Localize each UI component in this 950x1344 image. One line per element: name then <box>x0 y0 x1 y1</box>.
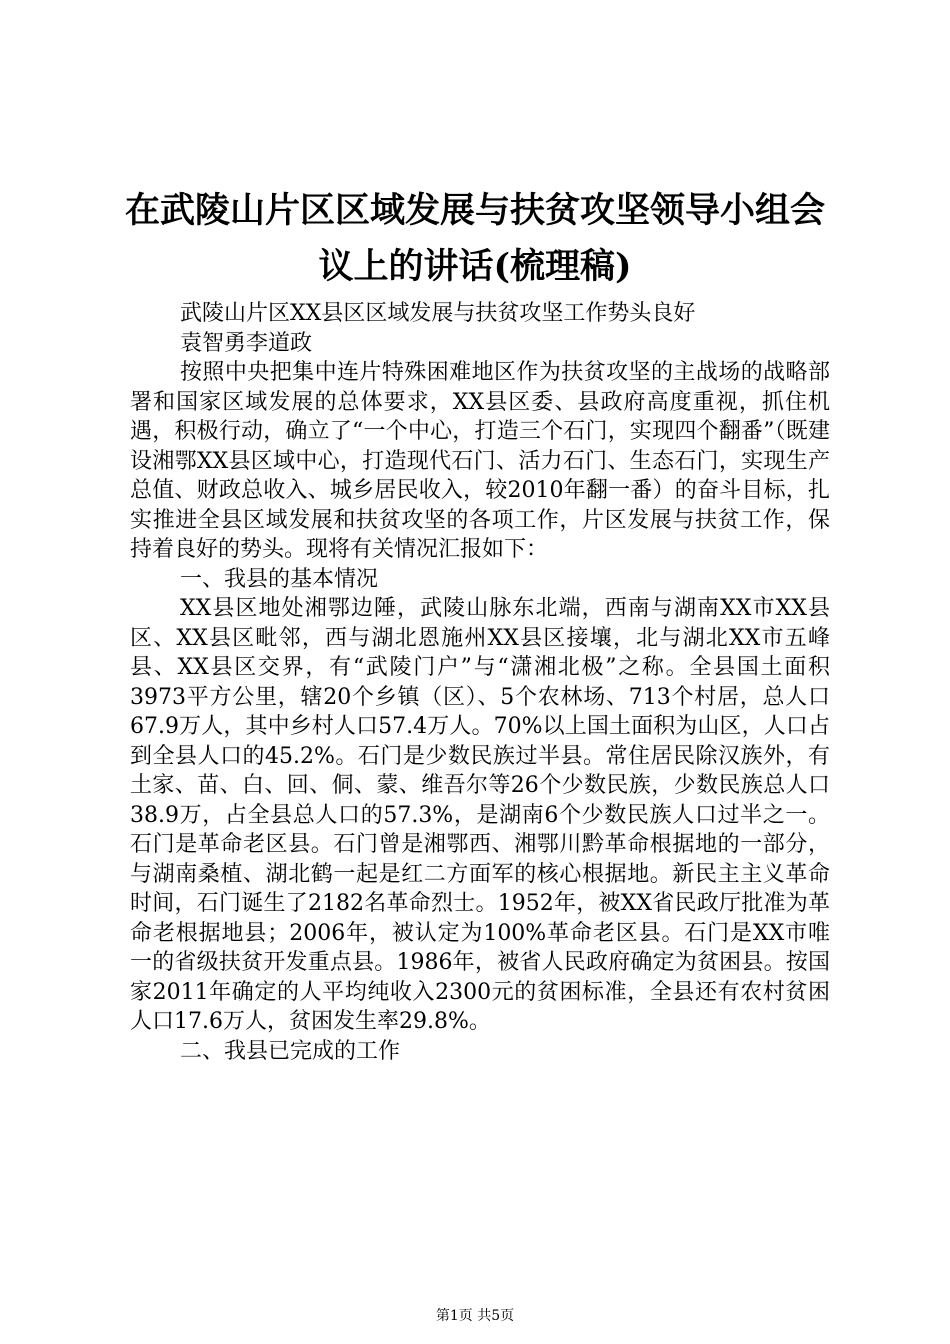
authors: 袁智勇李道政 <box>180 330 313 356</box>
section-heading-basic-situation: 一、我县的基本情况 <box>180 566 379 592</box>
title-line-2: 议上的讲话(梳理稿) <box>318 246 632 287</box>
paragraph-basic-situation: XX县区地处湘鄂边陲，武陵山脉东北端，西南与湖南XX市XX县区、XX县区毗邻，西与湖北恩施州XX县区接壤，北与湖北XX市五峰县、XX县区交界，有“武陵门户”与“潇湘北极”之称。全县国土面积3973平方公里，辖20个乡镇（区）、5个农林场、713个村居，总人口67.9万人，其中乡村人口57.4万人。70%以上国土面积为山区，人口占到全县人口的45.2%。石门是少数民族过半县。常住居民除汉族外，有土家、苗、白、回、侗、蒙、维吾尔等26个少数民族，少数民族总人口38.9万，占全县总人口的57.3%，是湖南6个少数民族人口过半之一。石门是革命老区县。石门曾是湘鄂西、湘鄂川黔革命根据地的一部分，与湖南桑植、湖北鹤一起是红二方面军的核心根据地。新民主主义革命时间，石门诞生了2182名革命烈士。1952年，被XX省民政厅批准为革命老根据地县；2006年，被认定为100%革命老区县。石门是XX市唯一的省级扶贫开发重点县。1986年，被省人民政府确定为贫困县。按国家2011年确定的人平均纯收入2300元的贫困标准，全县还有农村贫困人口17.6万人，贫困发生率29.8%。 <box>130 596 830 1034</box>
page-footer: 第1页 共5页 <box>435 1308 515 1324</box>
document-title <box>100 183 850 295</box>
document-body <box>130 299 830 1066</box>
paragraph-intro: 按照中央把集中连片特殊困难地区作为扶贫攻坚的主战场的战略部署和国家区域发展的总体要求，XX县区委、县政府高度重视，抓住机遇，积极行动，确立了“一个中心，打造三个石门，实现四个翻番”（既建设湘鄂XX县区域中心，打造现代石门、活力石门、生态石门，实现生产总值、财政总收入、城乡居民收入，较2010年翻一番）的奋斗目标，扎实推进全县区域发展和扶贫攻坚的各项工作，片区发展与扶贫工作，保持着良好的势头。现将有关情况汇报如下： <box>130 360 830 562</box>
subtitle: 武陵山片区XX县区区域发展与扶贫攻坚工作势头良好 <box>180 301 696 326</box>
title-line-1: 在武陵山片区区域发展与扶贫攻坚领导小组会 <box>124 190 825 231</box>
section-heading-completed-work: 二、我县已完成的工作 <box>180 1038 401 1064</box>
